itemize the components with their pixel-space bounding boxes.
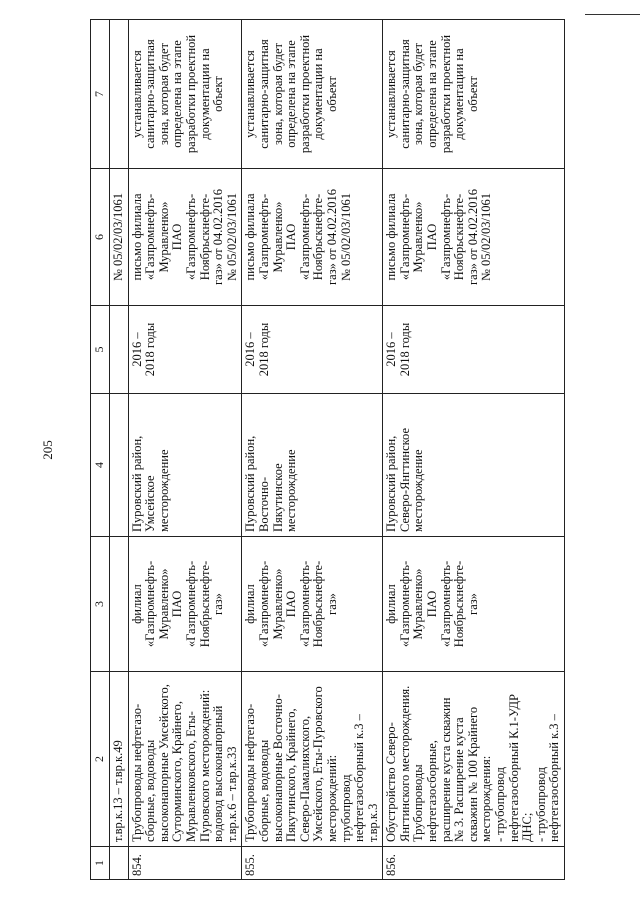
period-line: 2018 годы (256, 322, 271, 377)
object-name-line: трубопровод (338, 774, 353, 842)
object-name-line: Муравленковского, Еты- (183, 711, 198, 842)
column-header: 6 (91, 169, 110, 306)
basis-document-line: газ» от 04.02.2016 (211, 189, 226, 285)
continuation-name: т.вр.к.13 – т.вр.к.49 (110, 672, 129, 847)
basis-document-line: Муравленко» (270, 201, 285, 273)
basis-document-line: газ» от 04.02.2016 (465, 189, 480, 285)
customer-line: Ноябрьскнефте- (452, 560, 467, 648)
note-line: разработки проектной (297, 34, 312, 154)
object-name-line: сборные, водоводы (256, 739, 271, 842)
row-number-cell: 855. (242, 847, 383, 880)
note-line: объект (211, 76, 226, 112)
note-line: санитарно-защитная (397, 39, 412, 149)
customer-line: «Газпромнефть- (256, 560, 271, 648)
column-header: 5 (91, 306, 110, 394)
continuation-period (110, 306, 129, 394)
basis-document-line: письмо филиала (129, 193, 144, 281)
note-line: документации на (452, 48, 467, 140)
note-line: разработки проектной (438, 34, 453, 154)
basis-document-line: ПАО (170, 223, 185, 251)
note-line: определена на этапе (170, 40, 185, 148)
basis-document-cell (242, 169, 383, 306)
basis-document-line: № 05/02/03/1061 (338, 193, 353, 281)
customer-line: Муравленко» (270, 568, 285, 640)
location-line: месторождение (284, 449, 299, 532)
object-name-cell (383, 672, 565, 847)
note-line: объект (465, 76, 480, 112)
basis-document-line: газ» от 04.02.2016 (324, 189, 339, 285)
column-header: 2 (91, 672, 110, 847)
customer-line: Муравленко» (411, 568, 426, 640)
object-name-line: нефтегазосборный К.1-УДР (506, 693, 521, 842)
object-name-line: Янгтинского месторождения. (397, 685, 412, 842)
basis-document-line: «Газпромнефть- (297, 193, 312, 281)
note-line: санитарно-защитная (143, 39, 158, 149)
period-cell (128, 306, 242, 394)
object-name-line: Обустройство Северо- (384, 722, 399, 842)
period-line: 2016 – (129, 332, 144, 367)
note-cell (242, 20, 383, 169)
location-cell (242, 394, 383, 537)
basis-document-line: Ноябрьскнефте- (197, 193, 212, 281)
basis-document-line: ПАО (425, 223, 440, 251)
table-row (383, 20, 565, 880)
continuation-basis: № 05/02/03/1061 (110, 169, 129, 306)
basis-document-line: Ноябрьскнефте- (452, 193, 467, 281)
basis-document-line: № 05/02/03/1061 (479, 193, 494, 281)
object-name-line: месторождений: (324, 754, 339, 842)
object-name-line: скважин № 100 Крайнего (465, 706, 480, 842)
object-name-line: Пуровского месторождений: (197, 689, 212, 842)
location-line: Северо-Янгтинское (397, 427, 412, 532)
customer-cell (242, 537, 383, 672)
customer-line: «Газпромнефть- (143, 560, 158, 648)
object-name-line: № 3. Расширение куста (452, 717, 467, 842)
customer-line: газ» (465, 593, 480, 615)
object-name-line: Трубопроводы нефтегазо- (129, 703, 144, 842)
basis-document-cell (128, 169, 242, 306)
basis-document-line: «Газпромнефть- (438, 193, 453, 281)
table-row (242, 20, 383, 880)
note-line: устанавливается (243, 50, 258, 138)
customer-line: ПАО (170, 590, 185, 618)
column-header: 4 (91, 394, 110, 537)
location-line: Пуровский район, (243, 435, 258, 532)
note-line: санитарно-защитная (256, 39, 271, 149)
object-name-line: - трубопровод (493, 767, 508, 842)
customer-line: газ» (211, 593, 226, 615)
note-cell (128, 20, 242, 169)
continuation-num (110, 847, 129, 880)
column-header: 3 (91, 537, 110, 672)
table-row (128, 20, 242, 880)
note-line: определена на этапе (425, 40, 440, 148)
location-line: Умсейское (143, 475, 158, 532)
basis-document-line: Муравленко» (156, 201, 171, 273)
location-line: Пуровский район, (384, 435, 399, 532)
period-line: 2016 – (384, 332, 399, 367)
basis-document-cell (383, 169, 565, 306)
row-number-cell: 854. (128, 847, 242, 880)
period-cell (383, 306, 565, 394)
customer-line: газ» (324, 593, 339, 615)
page-number: 205 (39, 440, 55, 460)
basis-document-line: № 05/02/03/1061 (224, 193, 239, 281)
object-name-line: Суторминского, Крайнего, (170, 701, 185, 842)
note-line: устанавливается (129, 50, 144, 138)
location-line: месторождение (411, 449, 426, 532)
basis-document-line: «Газпромнефть- (183, 193, 198, 281)
continuation-location (110, 394, 129, 537)
period-line: 2018 годы (143, 322, 158, 377)
basis-document-line: ПАО (284, 223, 299, 251)
basis-document-line: Ноябрьскнефте- (311, 193, 326, 281)
customer-line: «Газпромнефть- (183, 560, 198, 648)
customer-line: Ноябрьскнефте- (197, 560, 212, 648)
basis-document-line: Муравленко» (411, 201, 426, 273)
note-line: документации на (311, 48, 326, 140)
customer-line: филиал (243, 584, 258, 624)
note-line: зона, которая будет (270, 42, 285, 146)
note-line: зона, которая будет (156, 42, 171, 146)
period-cell (242, 306, 383, 394)
object-name-cell (128, 672, 242, 847)
object-name-line: водовод высоконапорный (211, 705, 226, 842)
object-name-line: Умсейского, Еты-Пуровского (311, 686, 326, 842)
continuation-row (110, 20, 129, 880)
note-line: устанавливается (384, 50, 399, 138)
object-name-line: Пякутинского, Крайнего, (284, 708, 299, 842)
customer-line: филиал (129, 584, 144, 624)
note-cell (383, 20, 565, 169)
objects-table (90, 19, 565, 880)
period-line: 2016 – (243, 332, 258, 367)
top-rule (585, 14, 640, 15)
object-name-line: - трубопровод (533, 767, 548, 842)
continuation-customer (110, 537, 129, 672)
object-name-line: Трубопроводы нефтегазо- (243, 703, 258, 842)
object-name-line: нефтегазосборный к.3 – (352, 714, 367, 842)
customer-line: «Газпромнефть- (438, 560, 453, 648)
customer-line: «Газпромнефть- (297, 560, 312, 648)
object-name-cell (242, 672, 383, 847)
column-header: 1 (91, 847, 110, 880)
object-name-line: месторождения: (479, 755, 494, 842)
period-line: 2018 годы (397, 322, 412, 377)
location-line: Пуровский район, (129, 435, 144, 532)
object-name-line: Трубопроводы (411, 764, 426, 842)
note-line: зона, которая будет (411, 42, 426, 146)
basis-document-line: письмо филиала (384, 193, 399, 281)
note-line: разработки проектной (183, 34, 198, 154)
customer-line: Ноябрьскнефте- (311, 560, 326, 648)
customer-line: филиал (384, 584, 399, 624)
location-line: Пякутинское (270, 463, 285, 532)
basis-document-line: письмо филиала (243, 193, 258, 281)
continuation-note (110, 20, 129, 169)
object-name-line: нефтегазосборные, (425, 740, 440, 842)
row-number-cell: 856. (383, 847, 565, 880)
location-cell (128, 394, 242, 537)
object-name-line: т.вр.к.3 (365, 803, 380, 842)
basis-document-line: «Газпромнефть- (256, 193, 271, 281)
location-cell (383, 394, 565, 537)
column-header: 7 (91, 20, 110, 169)
customer-line: ПАО (284, 590, 299, 618)
object-name-line: расширение куста скважин (438, 697, 453, 842)
basis-document-line: «Газпромнефть- (143, 193, 158, 281)
object-name-line: высоконапорные Восточно- (270, 694, 285, 842)
note-line: объект (324, 76, 339, 112)
object-name-line: высоконапорные Умсейского, (156, 684, 171, 842)
column-header-row (91, 20, 110, 880)
location-line: Восточно- (256, 476, 271, 532)
object-name-line: нефтегазосборный к.3 – (547, 714, 562, 842)
basis-document-line: «Газпромнефть- (397, 193, 412, 281)
location-line: месторождение (156, 449, 171, 532)
note-line: документации на (197, 48, 212, 140)
object-name-line: сборные, водоводы (143, 739, 158, 842)
rotated-table-page (90, 20, 625, 880)
table-body (91, 20, 565, 880)
object-name-line: ДНС; (520, 812, 535, 842)
object-name-line: т.вр.к.6 – т.вр.к.33 (224, 746, 239, 842)
customer-cell (383, 537, 565, 672)
customer-line: «Газпромнефть- (397, 560, 412, 648)
customer-line: ПАО (425, 590, 440, 618)
note-line: определена на этапе (284, 40, 299, 148)
customer-cell (128, 537, 242, 672)
customer-line: Муравленко» (156, 568, 171, 640)
object-name-line: Северо-Памалияхского, (297, 715, 312, 842)
